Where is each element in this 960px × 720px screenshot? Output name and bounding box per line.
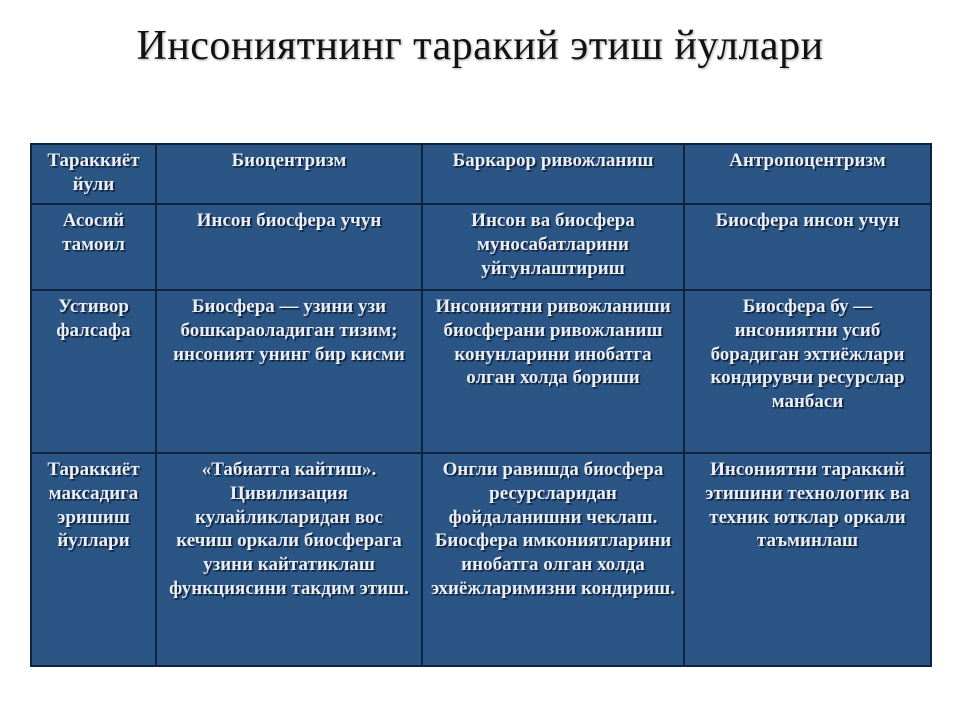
header-cell-sustainable-development: Баркарор ривожланиш (422, 144, 684, 204)
header-cell-anthropocentrism: Антропоцентризм (684, 144, 931, 204)
row-header-cell: Асосий тамоил (31, 204, 156, 290)
row-header-cell: Устивор фалсафа (31, 290, 156, 453)
development-paths-table (30, 143, 932, 667)
table-cell: Инсон биосфера учун (156, 204, 422, 290)
table-row (31, 204, 931, 290)
slide-title: Инсониятнинг таракий этиш йуллари (136, 23, 824, 69)
table-cell: «Табиатга кайтиш». Цивилизация кулайликларидан вос кечиш оркали биосферага узини кайтатиклаш функциясини такдим этиш. (156, 453, 422, 666)
header-cell-development-path: Тараккиёт йули (31, 144, 156, 204)
table-row (31, 290, 931, 453)
table-header-row (31, 144, 931, 204)
row-header-cell: Тараккиёт максадига эришиш йуллари (31, 453, 156, 666)
table-cell: Инсон ва биосфера муносабатларини уйгунлаштириш (422, 204, 684, 290)
header-cell-biocentrism: Биоцентризм (156, 144, 422, 204)
table-cell: Биосфера инсон учун (684, 204, 931, 290)
table-cell: Инсониятни тараккий этишини технологик ва техник ютклар оркали таъминлаш (684, 453, 931, 666)
table-row (31, 453, 931, 666)
table-cell: Онгли равишда биосфера ресурсларидан фойдаланишни чеклаш. Биосфера имкониятларини инобатга олган холда эхиёжларимизни кондириш. (422, 453, 684, 666)
table-cell: Биосфера — узини узи бошкараоладиган тизим; инсоният унинг бир кисми (156, 290, 422, 453)
table-cell: Биосфера бу — инсониятни усиб борадиган эхтиёжлари кондирувчи ресурслар манбаси (684, 290, 931, 453)
table-cell: Инсониятни ривожланиши биосферани ривожланиш конунларини инобатга олган холда бориши (422, 290, 684, 453)
